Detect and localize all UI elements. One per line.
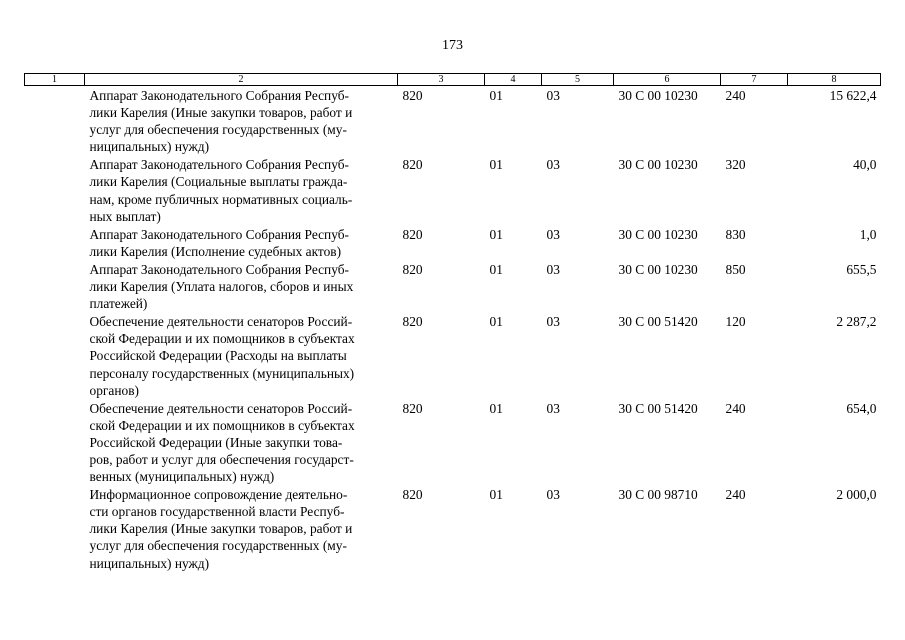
subsection-code-cell: 03 bbox=[546, 487, 560, 503]
expense-name-cell bbox=[85, 260, 398, 312]
expense-name-line: Аппарат Законодательного Собрания Респуб- bbox=[89, 261, 350, 277]
table-header bbox=[25, 74, 881, 86]
amount-cell: 40,0 bbox=[853, 157, 877, 173]
expense-name-line: лики Карелия (Иные закупки товаров, работ и bbox=[89, 105, 353, 121]
ministry-code-cell: 820 bbox=[402, 157, 423, 173]
expense-type-cell: 240 bbox=[725, 487, 746, 503]
expense-type-cell: 320 bbox=[725, 157, 746, 173]
expense-name-line: лики Карелия (Социальные выплаты гражда- bbox=[89, 174, 348, 190]
page-number: 173 bbox=[442, 38, 463, 53]
section-code-cell: 01 bbox=[489, 157, 503, 173]
expense-type-cell: 850 bbox=[725, 261, 746, 277]
expense-name-cell bbox=[85, 399, 398, 485]
expense-name-line: сти органов государственной власти Респуб- bbox=[89, 504, 345, 520]
expense-name-line: Обеспечение деятельности сенаторов Россий- bbox=[89, 314, 353, 330]
expense-type-cell: 240 bbox=[725, 400, 746, 416]
ministry-code-cell: 820 bbox=[402, 226, 423, 242]
ministry-code-cell: 820 bbox=[402, 487, 423, 503]
expense-name-cell bbox=[85, 86, 398, 156]
subsection-code-cell: 03 bbox=[546, 261, 560, 277]
expense-type-cell: 120 bbox=[725, 314, 746, 330]
column-number-row bbox=[25, 74, 881, 86]
expense-name-cell bbox=[85, 155, 398, 224]
expense-name-line: услуг для обеспечения государственных (му- bbox=[89, 538, 347, 554]
section-code-cell: 01 bbox=[489, 226, 503, 242]
expense-name-line: персоналу государственных (муниципальных) bbox=[89, 365, 355, 381]
subsection-code-cell: 03 bbox=[546, 226, 560, 242]
target-article-cell: 30 С 00 10230 bbox=[618, 157, 698, 173]
table-row bbox=[25, 485, 881, 571]
column-number: 5 bbox=[542, 74, 614, 86]
expense-name-line: ров, работ и услуг для обеспечения государст- bbox=[89, 451, 354, 467]
target-article-cell: 30 С 00 51420 bbox=[618, 314, 698, 330]
table-row bbox=[25, 312, 881, 398]
target-article-cell: 30 С 00 10230 bbox=[618, 88, 698, 103]
expense-name-line: ской Федерации и их помощников в субъектах bbox=[89, 417, 355, 433]
amount-cell: 2 287,2 bbox=[836, 314, 877, 330]
expense-name-line: лики Карелия (Исполнение судебных актов) bbox=[89, 243, 342, 259]
section-code-cell: 01 bbox=[489, 261, 503, 277]
target-article-cell: 30 С 00 51420 bbox=[618, 400, 698, 416]
row-number-cell bbox=[25, 399, 85, 485]
expense-name-line: ниципальных) нужд) bbox=[89, 139, 210, 155]
expense-name-line: Российской Федерации (Расходы на выплаты bbox=[89, 348, 347, 364]
expense-name-cell bbox=[85, 485, 398, 571]
subsection-code-cell: 03 bbox=[546, 314, 560, 330]
row-number-cell bbox=[25, 225, 85, 260]
expense-name-line: органов) bbox=[89, 382, 139, 398]
expense-name-line: платежей) bbox=[89, 296, 148, 312]
row-number-cell bbox=[25, 260, 85, 312]
budget-table bbox=[24, 73, 881, 572]
expense-name-line: Аппарат Законодательного Собрания Респуб- bbox=[89, 157, 350, 173]
ministry-code-cell: 820 bbox=[402, 314, 423, 330]
table-row bbox=[25, 260, 881, 312]
expense-name-line: услуг для обеспечения государственных (му- bbox=[89, 122, 347, 138]
column-number: 2 bbox=[85, 74, 398, 86]
section-code-cell: 01 bbox=[489, 314, 503, 330]
target-article-cell: 30 С 00 10230 bbox=[618, 226, 698, 242]
column-number: 4 bbox=[485, 74, 542, 86]
column-number: 7 bbox=[721, 74, 788, 86]
column-number: 8 bbox=[788, 74, 881, 86]
target-article-cell: 30 С 00 10230 bbox=[618, 261, 698, 277]
table-row bbox=[25, 399, 881, 485]
target-article-cell: 30 С 00 98710 bbox=[618, 487, 698, 503]
subsection-code-cell: 03 bbox=[546, 88, 560, 103]
expense-name-cell bbox=[85, 312, 398, 398]
row-number-cell bbox=[25, 485, 85, 571]
table-body bbox=[25, 86, 881, 572]
expense-name-line: лики Карелия (Иные закупки товаров, работ и bbox=[89, 521, 353, 537]
expense-name-line: ской Федерации и их помощников в субъектах bbox=[89, 331, 355, 347]
expense-name-line: лики Карелия (Уплата налогов, сборов и иных bbox=[89, 279, 354, 295]
amount-cell: 655,5 bbox=[846, 261, 877, 277]
expense-name-line: Информационное сопровождение деятельно- bbox=[89, 487, 348, 503]
expense-type-cell: 830 bbox=[725, 226, 746, 242]
section-code-cell: 01 bbox=[489, 487, 503, 503]
ministry-code-cell: 820 bbox=[402, 400, 423, 416]
column-number: 6 bbox=[614, 74, 721, 86]
subsection-code-cell: 03 bbox=[546, 400, 560, 416]
column-number: 1 bbox=[25, 74, 85, 86]
expense-name-line: ниципальных) нужд) bbox=[89, 555, 210, 571]
expense-name-line: Обеспечение деятельности сенаторов Россий- bbox=[89, 400, 353, 416]
amount-cell: 2 000,0 bbox=[836, 487, 877, 503]
table-row bbox=[25, 155, 881, 224]
table-row bbox=[25, 86, 881, 156]
section-code-cell: 01 bbox=[489, 88, 503, 103]
expense-name-line: нам, кроме публичных нормативных социаль- bbox=[89, 191, 353, 207]
ministry-code-cell: 820 bbox=[402, 88, 423, 103]
expense-name-line: Аппарат Законодательного Собрания Респуб- bbox=[89, 226, 350, 242]
subsection-code-cell: 03 bbox=[546, 157, 560, 173]
expense-name-line: ных выплат) bbox=[89, 208, 161, 224]
amount-cell: 654,0 bbox=[846, 400, 877, 416]
table-row bbox=[25, 225, 881, 260]
amount-cell: 15 622,4 bbox=[829, 88, 877, 103]
expense-name-line: венных (муниципальных) нужд) bbox=[89, 469, 275, 485]
expense-name-line: Российской Федерации (Иные закупки това- bbox=[89, 434, 343, 450]
row-number-cell bbox=[25, 86, 85, 156]
amount-cell: 1,0 bbox=[859, 226, 877, 242]
expense-name-line: Аппарат Законодательного Собрания Респуб- bbox=[89, 88, 350, 103]
row-number-cell bbox=[25, 155, 85, 224]
expense-type-cell: 240 bbox=[725, 88, 746, 103]
row-number-cell bbox=[25, 312, 85, 398]
ministry-code-cell: 820 bbox=[402, 261, 423, 277]
section-code-cell: 01 bbox=[489, 400, 503, 416]
expense-name-cell bbox=[85, 225, 398, 260]
column-number: 3 bbox=[398, 74, 485, 86]
